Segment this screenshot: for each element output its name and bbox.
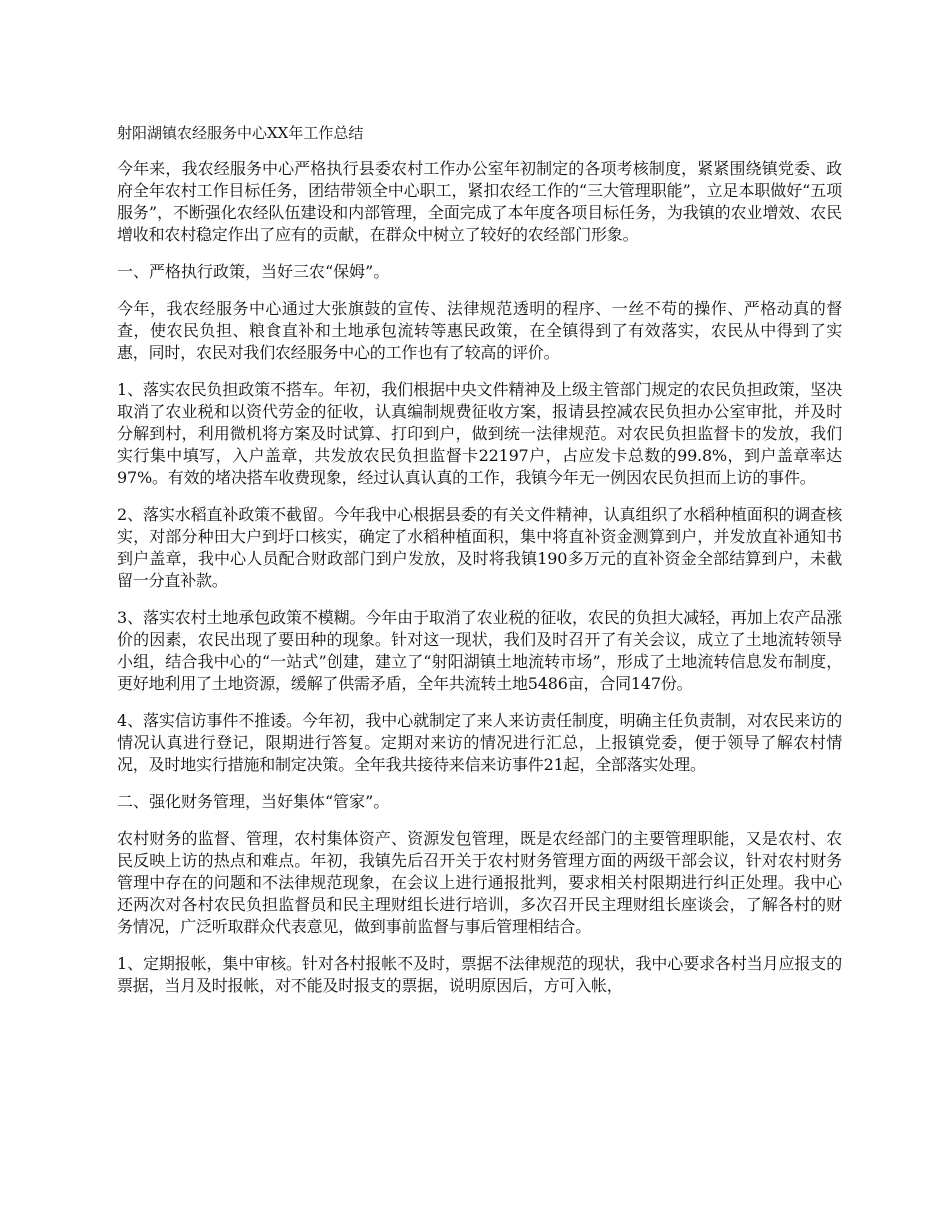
paragraph-intro: 今年来，我农经服务中心严格执行县委农村工作办公室年初制定的各项考核制度，紧紧围绕镇党委、政府全年农村工作目标任务，团结带领全中心职工，紧扣农经工作的“三大管理职能”，立足本职做好“五项服务”，不断强化农经队伍建设和内部管理，全面完成了本年度各项目标任务，为我镇的农业增效、农民增收和农村稳定作出了应有的贡献，在群众中树立了较好的农经部门形象。 <box>117 159 842 244</box>
paragraph-land-contract: 3、落实农村土地承包政策不模糊。今年由于取消了农业税的征收，农民的负担大减轻，再加上农产品涨价的因素，农民出现了要田种的现象。针对这一现状，我们及时召开了有关会议，成立了土地流转领导小组，结合我中心的“一站式”创建，建立了“射阳湖镇土地流转市场”，形成了土地流转信息发布制度，更好地利用了土地资源，缓解了供需矛盾，全年共流转土地5486亩，合同147份。 <box>117 608 842 693</box>
section-heading-2: 二、强化财务管理，当好集体“管家”。 <box>117 792 390 811</box>
paragraph-section1-summary: 今年，我农经服务中心通过大张旗鼓的宣传、法律规范透明的程序、一丝不苟的操作、严格动真的督查，使农民负担、粮食直补和土地承包流转等惠民政策，在全镇得到了有效落实，农民从中得到了实惠，同时，农民对我们农经服务中心的工作也有了较高的评价。 <box>117 299 842 362</box>
document-title: 射阳湖镇农经服务中心XX年工作总结 <box>117 124 364 142</box>
document-page <box>117 122 842 1012</box>
paragraph-periodic-reporting: 1、定期报帐，集中审核。针对各村报帐不及时，票据不法律规范的现状，我中心要求各村当月应报支的票据，当月及时报帐，对不能及时报支的票据，说明原因后，方可入帐， <box>117 954 842 995</box>
paragraph-finance-management: 农村财务的监督、管理，农村集体资产、资源发包管理，既是农经部门的主要管理职能，又是农村、农民反映上访的热点和难点。年初，我镇先后召开关于农村财务管理方面的两级干部会议，针对农村财务管理中存在的问题和不法律规范现象，在会议上进行通报批判，要求相关村限期进行纠正处理。我中心还两次对各村农民负担监督员和民主理财组长进行培训，多次召开民主理财组长座谈会，了解各村的财务情况，广泛听取群众代表意见，做到事前监督与事后管理相结合。 <box>117 829 842 936</box>
section-heading-1: 一、严格执行政策，当好三农“保姆”。 <box>117 262 390 281</box>
paragraph-rice-subsidy: 2、落实水稻直补政策不截留。今年我中心根据县委的有关文件精神，认真组织了水稻种植面积的调查核实，对部分种田大户到圩口核实，确定了水稻种植面积，集中将直补资金测算到户，并发放直补通知书到户盖章，我中心人员配合财政部门到户发放，及时将我镇190多万元的直补资金全部结算到户，未截留一分直补款。 <box>117 505 842 590</box>
paragraph-burden-policy: 1、落实农民负担政策不搭车。年初，我们根据中央文件精神及上级主管部门规定的农民负担政策，坚决取消了农业税和以资代劳金的征收，认真编制规费征收方案，报请县控减农民负担办公室审批，并及时分解到村，利用微机将方案及时试算、打印到户，做到统一法律规范。对农民负担监督卡的发放，我们实行集中填写，入户盖章，共发放农民负担监督卡22197户，占应发卡总数的99.8%，到户盖章率达97%。有效的堵决搭车收费现象，经过认真认真的工作，我镇今年无一例因农民负担而上访的事件。 <box>117 380 842 487</box>
paragraph-petition: 4、落实信访事件不推诿。今年初，我中心就制定了来人来访责任制度，明确主任负责制，对农民来访的情况认真进行登记，限期进行答复。定期对来访的情况进行汇总，上报镇党委，便于领导了解农村情况，及时地实行措施和制定决策。全年我共接待来信来访事件21起，全部落实处理。 <box>117 711 842 774</box>
